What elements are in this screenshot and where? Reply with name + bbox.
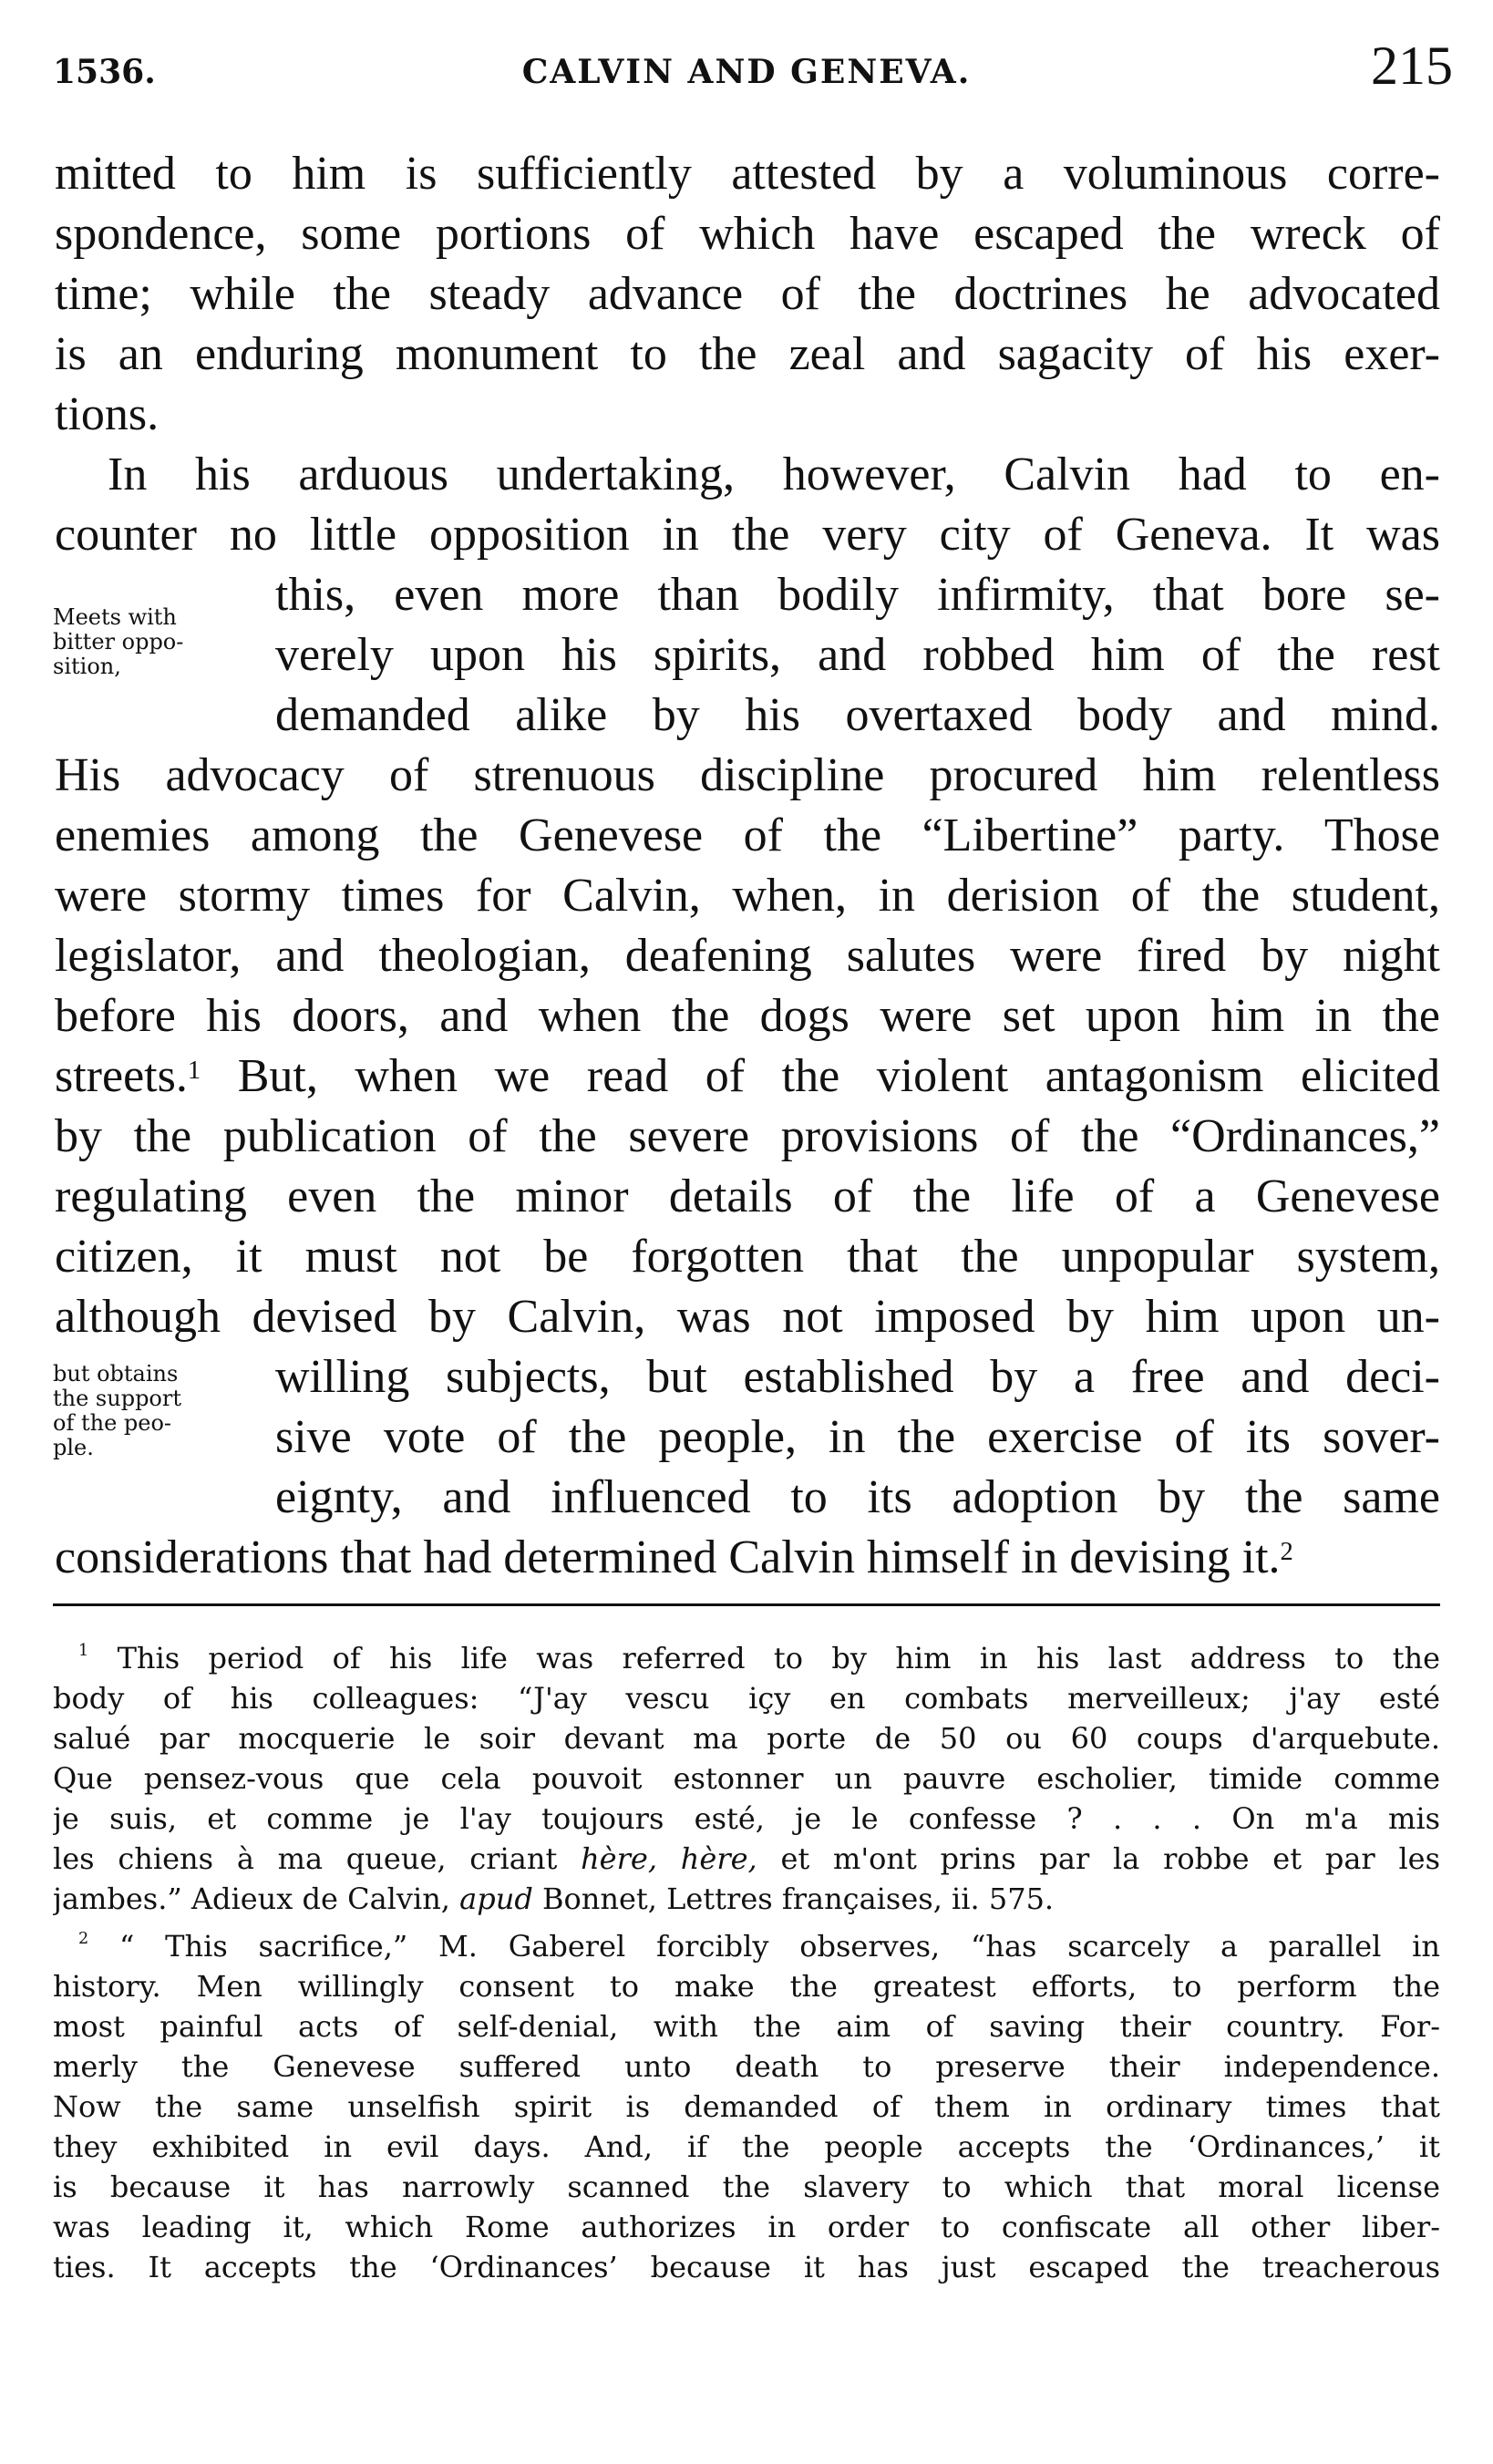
footnote-2-line: Now the same unselfish spirit is demanded of them in ordinary times that bbox=[53, 2089, 1440, 2124]
line-text: considerations that had determined Calvin himself in devising it. bbox=[55, 1531, 1281, 1583]
body-line: is an enduring monument to the zeal and sagacity of his exer- bbox=[55, 328, 1440, 380]
body-line: citizen, it must not be forgotten that the unpopular system, bbox=[55, 1231, 1440, 1283]
footnote-1-line: salué par mocquerie le soir devant ma porte de 50 ou 60 coups d'arquebute. bbox=[53, 1721, 1440, 1756]
footnote-text: This period of his life was referred to by him in his last address to the bbox=[117, 1641, 1440, 1675]
body-line: this, even more than bodily infirmity, that bore se- bbox=[275, 569, 1440, 621]
body-line: counter no little opposition in the very city of Geneva. It was bbox=[55, 509, 1440, 561]
footnote-text: jambes.” Adieux de Calvin, bbox=[53, 1882, 450, 1916]
footnote-1-line: body of his colleagues: “J'ay vescu içy en combats merveilleux; j'ay esté bbox=[53, 1681, 1440, 1716]
body-line: regulating even the minor details of the life of a Genevese bbox=[55, 1170, 1440, 1222]
footnote-italic: apud bbox=[459, 1882, 533, 1916]
margin-note-line: ple. bbox=[53, 1435, 94, 1460]
body-line: tions. bbox=[55, 388, 160, 440]
body-line bbox=[55, 1530, 1440, 1586]
body-line: eignty, and influenced to its adoption by the same bbox=[275, 1471, 1440, 1523]
body-line: willing subjects, but established by a free and deci- bbox=[275, 1351, 1440, 1403]
footnote-2-line bbox=[78, 1927, 1440, 1965]
body-line: His advocacy of strenuous discipline procured him relentless bbox=[55, 749, 1440, 801]
body-line bbox=[55, 1048, 1440, 1105]
footnote-2-line: was leading it, which Rome authorizes in order to confiscate all other liber- bbox=[53, 2210, 1440, 2244]
margin-note-line: but obtains bbox=[53, 1361, 179, 1387]
footnote-2-line: ties. It accepts the ‘Ordinances’ because it has just escaped the treacherous bbox=[53, 2250, 1440, 2284]
body-line: spondence, some portions of which have escaped the wreck of bbox=[55, 208, 1440, 260]
running-head-year: 1536. bbox=[53, 53, 156, 91]
body-line: enemies among the Genevese of the “Libertine” party. Those bbox=[55, 809, 1440, 861]
running-head-title: CALVIN AND GENEVA. bbox=[521, 53, 972, 91]
body-line: although devised by Calvin, was not imposed by him upon un- bbox=[55, 1291, 1440, 1343]
footnote-2-line: they exhibited in evil days. And, if the people accepts the ‘Ordinances,’ it bbox=[53, 2129, 1440, 2164]
footnote-1-line: Que pensez-vous que cela pouvoit estonner un pauvre escholier, timide comme bbox=[53, 1761, 1440, 1796]
footnote-1-line bbox=[78, 1639, 1440, 1677]
margin-note-support bbox=[53, 1362, 249, 1460]
footnote-1-line bbox=[53, 1880, 1440, 1918]
body-line: legislator, and theologian, deafening salutes were fired by night bbox=[55, 930, 1440, 982]
margin-note-line: bitter oppo- bbox=[53, 629, 184, 655]
margin-note-line: of the peo- bbox=[53, 1410, 172, 1436]
footnote-text: et m'ont prins par la robbe et par les bbox=[780, 1841, 1440, 1876]
footnote-divider bbox=[53, 1603, 1440, 1606]
body-line: mitted to him is sufficiently attested by a voluminous corre- bbox=[55, 148, 1440, 200]
footnote-1-line: je suis, et comme je l'ay toujours esté, je le confesse ? . . . On m'a mis bbox=[53, 1801, 1440, 1836]
page-number: 215 bbox=[1371, 36, 1453, 96]
body-line: time; while the steady advance of the doctrines he advocated bbox=[55, 268, 1440, 320]
footnote-italic: hère, bbox=[680, 1841, 757, 1876]
line-prefix: streets. bbox=[55, 1050, 188, 1102]
footnote-number-1: 1 bbox=[78, 1642, 89, 1660]
footnote-text: “ This sacrifice,” M. Gaberel forcibly observes, “has scarcely a parallel in bbox=[119, 1929, 1440, 1964]
footnote-italic: hère, bbox=[581, 1841, 658, 1876]
margin-note-opposition bbox=[53, 605, 249, 679]
footnote-ref-2[interactable]: 2 bbox=[1280, 1538, 1293, 1566]
footnote-2-line: is because it has narrowly scanned the slavery to which that moral license bbox=[53, 2170, 1440, 2204]
body-line: In his arduous undertaking, however, Calvin had to en- bbox=[108, 448, 1440, 500]
footnote-number-2: 2 bbox=[78, 1930, 89, 1948]
margin-note-line: sition, bbox=[53, 654, 121, 679]
body-line: sive vote of the people, in the exercise of its sover- bbox=[275, 1411, 1440, 1463]
footnote-1-line bbox=[53, 1840, 1440, 1878]
footnote-ref-1[interactable]: 1 bbox=[187, 1057, 201, 1085]
margin-note-line: Meets with bbox=[53, 604, 177, 630]
footnote-2-line: most painful acts of self-denial, with the aim of saving their country. For- bbox=[53, 2009, 1440, 2044]
body-line: were stormy times for Calvin, when, in derision of the student, bbox=[55, 870, 1440, 922]
margin-note-line: the support bbox=[53, 1386, 181, 1411]
body-line: demanded alike by his overtaxed body and mind. bbox=[275, 689, 1440, 741]
line-rest: But, when we read of the violent antagonism elicited bbox=[237, 1050, 1440, 1102]
body-line: before his doors, and when the dogs were set upon him in the bbox=[55, 990, 1440, 1042]
footnote-2-line: history. Men willingly consent to make the greatest efforts, to perform the bbox=[53, 1969, 1440, 2004]
body-line: by the publication of the severe provisions of the “Ordinances,” bbox=[55, 1110, 1440, 1162]
footnote-2-line: merly the Genevese suffered unto death to preserve their independence. bbox=[53, 2049, 1440, 2084]
footnote-text: les chiens à ma queue, criant bbox=[53, 1841, 558, 1876]
footnote-text: Bonnet, Lettres françaises, ii. 575. bbox=[541, 1882, 1055, 1916]
body-line: verely upon his spirits, and robbed him of the rest bbox=[275, 629, 1440, 681]
